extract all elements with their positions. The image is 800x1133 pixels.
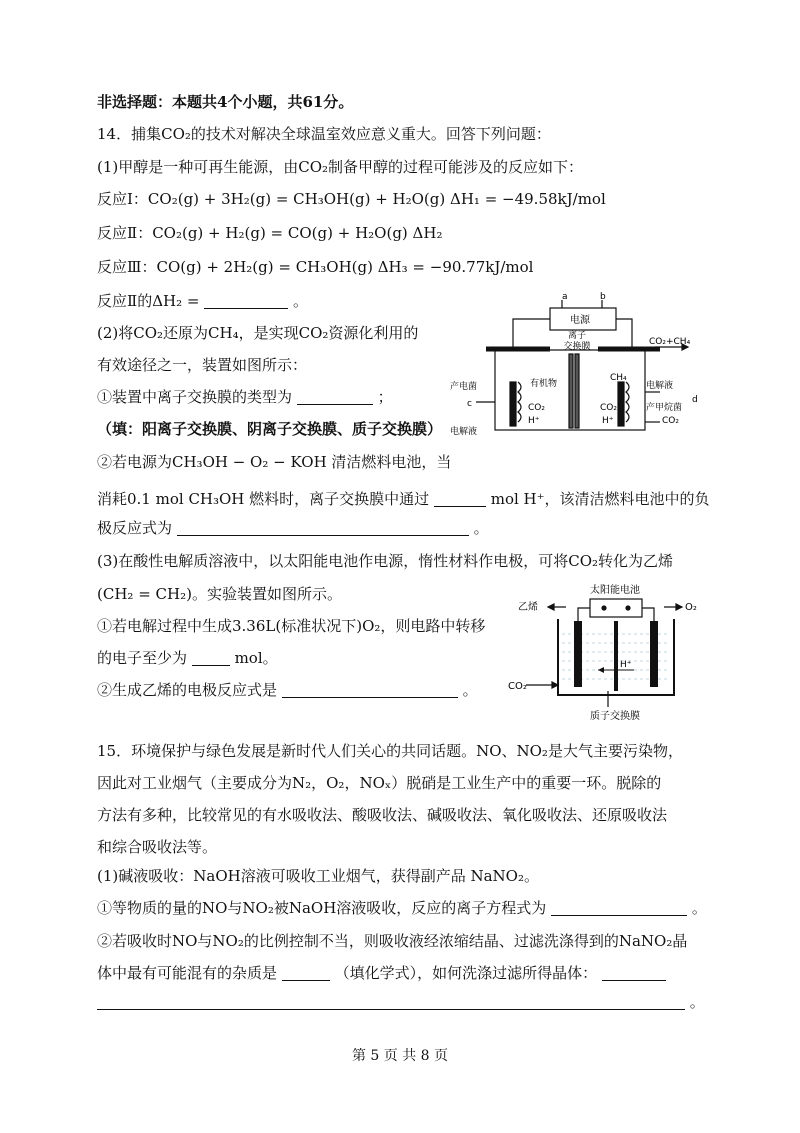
label-d: d	[692, 395, 698, 405]
q14-part2-cont: 有效途径之一，装置如图所示：	[97, 356, 308, 374]
label-power: 电源	[570, 315, 590, 326]
label-c: c	[467, 399, 472, 409]
q15-1-1-end: 。	[691, 899, 707, 917]
answer-blank-anode-eq[interactable]	[177, 519, 469, 536]
q14-part1: (1)甲醇是一种可再生能源，由CO₂制备甲醇的过程可能涉及的反应如下：	[97, 158, 584, 176]
q14-1-text: 反应Ⅱ的ΔH₂ =	[97, 292, 200, 310]
q15-part1: (1)碱液吸收：NaOH溶液可吸收工业烟气，获得副产品 NaNO₂。	[97, 867, 539, 885]
q15-stem-2: 因此对工业烟气（主要成分为N₂，O₂，NOₓ）脱硝是工业生产中的重要一环。脱除的	[97, 774, 662, 792]
label-membrane-1: 离子	[567, 331, 587, 341]
q14-3-1-end: mol。	[234, 649, 278, 667]
answer-blank-washing-1[interactable]	[602, 964, 666, 981]
q14-part3: (3)在酸性电解质溶液中，以太阳能电池作电源，惰性材料作电极，可将CO₂转化为乙烯	[97, 552, 674, 570]
answer-blank-ethylene-eq[interactable]	[282, 681, 458, 698]
reaction-2: 反应Ⅱ：CO₂(g) + H₂(g) = CO(g) + H₂O(g) ΔH₂	[97, 224, 443, 242]
q14-2-1-text: ①装置中离子交换膜的类型为	[97, 388, 293, 406]
q15-1-2-cont	[97, 963, 666, 983]
label-right-co2: CO₂	[600, 403, 617, 413]
label-left-bacteria: 产电菌	[450, 382, 478, 392]
answer-blank-h-mol[interactable]	[434, 490, 486, 507]
label-h-plus: H⁺	[620, 660, 632, 670]
q14-3-1-text: 的电子至少为	[97, 649, 188, 667]
label-gas-out: CO₂+CH₄	[649, 337, 691, 347]
q15-1-1-text: ①等物质的量的NO与NO₂被NaOH溶液吸收，反应的离子方程式为	[97, 899, 547, 917]
label-methane-bacteria: 产甲烷菌	[646, 403, 683, 413]
label-membrane-2: 交换膜	[563, 342, 591, 352]
reaction-1: 反应Ⅰ：CO₂(g) + 3H₂(g) = CH₃OH(g) + H₂O(g) ΔH₁ = −49.58kJ/mol	[97, 190, 606, 208]
q14-2-2-text: 消耗0.1 mol CH₃OH 燃料时，离子交换膜中通过	[97, 490, 430, 508]
q14-2-2-mid: mol H⁺，该清洁燃料电池中的负	[490, 490, 710, 508]
answer-blank-membrane[interactable]	[297, 388, 373, 405]
q14-2-1	[97, 387, 393, 407]
answer-blank-dh2[interactable]	[204, 292, 288, 309]
q14-2-2-cont	[97, 489, 710, 509]
q14-2-2: ②若电源为CH₃OH − O₂ − KOH 清洁燃料电池，当	[97, 453, 452, 471]
q14-stem: 14．捕集CO₂的技术对解决全球温室效应意义重大。回答下列问题：	[97, 125, 551, 143]
answer-blank-impurity[interactable]	[282, 964, 330, 981]
q14-1-end: 。	[293, 292, 309, 310]
q15-1-2: ②若吸收时NO与NO₂的比例控制不当，则吸收液经浓缩结晶、过滤洗涤得到的NaNO₂晶	[97, 932, 688, 950]
q14-2-2-eq-end: 。	[473, 519, 489, 537]
q15-1-1	[97, 898, 707, 918]
label-o2: O₂	[685, 602, 697, 613]
solar-cell-box	[590, 599, 642, 617]
q15-1-2-mid: （填化学式），如何洗涤过滤所得晶体：	[334, 964, 598, 982]
q15-1-2-text: 体中最有可能混有的杂质是	[97, 964, 278, 982]
label-proton-membrane: 质子交换膜	[590, 711, 640, 722]
figure-electrolysis-cell	[450, 292, 710, 452]
q14-3-2-text: ②生成乙烯的电极反应式是	[97, 681, 278, 699]
figure-solar-electrolysis	[508, 579, 708, 724]
q14-3-2-end: 。	[462, 681, 478, 699]
q14-2-2-eq-text: 极反应式为	[97, 519, 173, 537]
q15-stem: 15．环境保护与绿色发展是新时代人们关心的共同话题。NO、NO₂是大气主要污染物，	[97, 742, 683, 760]
q15-1-2-end: 。	[689, 993, 705, 1011]
answer-blank-electrons[interactable]	[192, 649, 230, 666]
q14-2-1-end: ；	[377, 388, 393, 406]
section-heading: 非选择题：本题共4个小题，共61分。	[97, 93, 354, 111]
q14-1-question	[97, 291, 308, 311]
label-a: a	[562, 292, 568, 302]
q15-1-2-line	[97, 992, 705, 1012]
q14-part2: (2)将CO₂还原为CH₄，是实现CO₂资源化利用的	[97, 324, 419, 342]
label-left-electrolyte: 电解液	[450, 427, 478, 437]
q14-part3-cont: (CH₂ = CH₂)。实验装置如图所示。	[97, 585, 342, 603]
q14-2-1-hint: （填：阳离子交换膜、阴离子交换膜、质子交换膜）	[97, 420, 443, 438]
answer-blank-ionic-eq[interactable]	[551, 899, 687, 916]
q14-3-2	[97, 680, 478, 700]
label-ethylene: 乙烯	[518, 602, 538, 613]
q15-stem-3: 方法有多种，比较常见的有水吸收法、酸吸收法、碱吸收法、氧化吸收法、还原吸收法	[97, 806, 668, 824]
label-organic: 有机物	[530, 379, 558, 389]
q15-stem-4: 和综合吸收法等。	[97, 838, 218, 856]
label-ch4: CH₄	[610, 373, 627, 383]
q14-3-1: ①若电解过程中生成3.36L(标准状况下)O₂，则电路中转移	[97, 617, 486, 635]
q14-3-1-cont	[97, 648, 278, 668]
label-solar: 太阳能电池	[590, 585, 640, 596]
reaction-3: 反应Ⅲ：CO(g) + 2H₂(g) = CH₃OH(g) ΔH₃ = −90.77kJ/mol	[97, 258, 534, 276]
page-footer: 第 5 页 共 8 页	[351, 1048, 449, 1064]
label-left-h: H⁺	[528, 416, 540, 426]
answer-blank-washing-2[interactable]	[97, 993, 685, 1010]
label-co2-in: CO₂	[662, 416, 679, 426]
label-left-co2: CO₂	[528, 403, 545, 413]
label-right-h: H⁺	[602, 416, 614, 426]
label-right-electrolyte: 电解液	[646, 381, 674, 391]
label-co2: CO₂	[508, 681, 527, 692]
label-b: b	[600, 292, 606, 302]
q14-2-2-eq	[97, 518, 489, 538]
